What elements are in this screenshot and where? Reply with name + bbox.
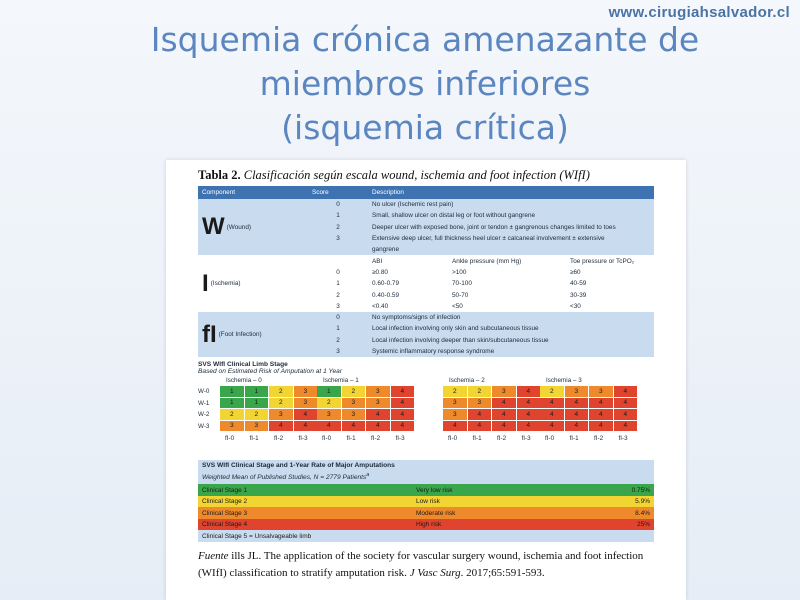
ischemia-grid-label: Ischemia – 1 <box>323 377 359 385</box>
stage-cell: 3 <box>468 398 493 410</box>
ischemia-abi: ≥0.80 <box>368 267 448 278</box>
ischemia-grid-label: Ischemia – 2 <box>449 377 485 385</box>
amputation-rate: 5.9% <box>635 498 650 506</box>
stage-cell: 4 <box>517 409 542 421</box>
fi-col-label: fI-0 <box>322 435 332 443</box>
ischemia-score: 1 <box>308 278 368 289</box>
stage-cell: 2 <box>468 386 493 398</box>
stage-cell: 4 <box>565 409 590 421</box>
source-label: Fuente <box>198 549 229 562</box>
stage-cell: 3 <box>589 386 614 398</box>
ischemia-col-abi: ABI <box>368 255 448 266</box>
ischemia-ankle: 70-100 <box>448 278 566 289</box>
ischemia-subheader-row <box>198 255 654 266</box>
amputation-rate: 8.4% <box>635 509 650 517</box>
fi-col-label: fI-3 <box>395 435 405 443</box>
stage-cell: 3 <box>492 386 517 398</box>
stage-cell: 4 <box>468 421 493 433</box>
fi-row <box>198 312 654 323</box>
stage-cell: 4 <box>565 398 590 410</box>
stage-cell: 4 <box>614 409 639 421</box>
ischemia-score: 3 <box>308 301 368 312</box>
header-description: Description <box>368 186 654 199</box>
header-score: Score <box>308 186 368 199</box>
wound-letter: W <box>202 213 225 241</box>
stage-cell: 2 <box>269 386 294 398</box>
stage-cell: 4 <box>391 409 416 421</box>
stage-cell: 3 <box>366 398 391 410</box>
ischemia-ankle: <50 <box>448 301 566 312</box>
ischemia-toe: 30-39 <box>566 289 654 300</box>
ischemia-letter: I <box>202 269 209 297</box>
ischemia-col-toe: Toe pressure or TcPO₂ <box>566 255 654 266</box>
stage-cell: 4 <box>540 421 565 433</box>
stage-cell: 1 <box>245 386 270 398</box>
stage-cell: 4 <box>517 398 542 410</box>
fi-label: (Foot Infection) <box>218 331 262 339</box>
stage-cell: 4 <box>391 421 416 433</box>
amputation-row <box>198 496 654 508</box>
ischemia-score: 2 <box>308 289 368 300</box>
wound-label: (Wound) <box>226 223 252 231</box>
amputation-row <box>198 507 654 519</box>
fi-description: Local infection involving deeper than skin/subcutaneous tissue <box>368 335 654 346</box>
stage-cell: 4 <box>614 398 639 410</box>
wound-row-label: W-2 <box>198 411 210 419</box>
stage-cell: 3 <box>443 409 468 421</box>
header-component: Component <box>198 186 308 199</box>
amputation-subtitle: Weighted Mean of Published Studies, N = 2779 Patients$^a$ <box>198 471 654 484</box>
ischemia-ankle: >100 <box>448 267 566 278</box>
stage-cell: 2 <box>220 409 245 421</box>
stage-cell: 3 <box>220 421 245 433</box>
amputation-stage: Clinical Stage 5 = Unsalvageable limb <box>202 532 312 540</box>
stage-cell: 4 <box>342 421 367 433</box>
slide-title-line: (isquemia crítica) <box>281 108 569 147</box>
wound-score: 0 <box>308 199 368 210</box>
wound-section <box>198 199 654 255</box>
fi-score: 2 <box>308 335 368 346</box>
wound-description: No ulcer (Ischemic rest pain) <box>368 199 654 210</box>
ischemia-abi: <0.40 <box>368 301 448 312</box>
wifi-table <box>198 186 654 357</box>
table-caption <box>198 168 672 183</box>
fi-score: 0 <box>308 312 368 323</box>
stage-cell: 2 <box>245 409 270 421</box>
stage-cell: 4 <box>294 421 319 433</box>
stage-cell: 4 <box>468 409 493 421</box>
wound-row-label: W-1 <box>198 399 210 407</box>
stage-cell: 4 <box>366 409 391 421</box>
fi-col-label: fI-0 <box>545 435 555 443</box>
stage-cell: 4 <box>317 421 342 433</box>
ischemia-ankle: 50-70 <box>448 289 566 300</box>
ischemia-grid-label: Ischemia – 0 <box>226 377 262 385</box>
wound-score: 3 <box>308 233 368 244</box>
amputation-rows <box>198 484 672 542</box>
fi-score: 3 <box>308 346 368 357</box>
document-image <box>166 160 686 600</box>
amputation-rate: 25% <box>636 521 650 529</box>
ischemia-score-spacer <box>308 255 368 266</box>
fi-col-label: fI-1 <box>249 435 259 443</box>
ischemia-score: 0 <box>308 267 368 278</box>
stage-cell: 4 <box>614 386 639 398</box>
fi-col-label: fI-0 <box>448 435 458 443</box>
table-header-row <box>198 186 654 199</box>
source-text: ills JL. The application of the society for vascular surgery wound, ischemia and foot infection (WIfI) classification to stratify amputation risk. <box>198 549 644 579</box>
stage-cell: 4 <box>614 421 639 433</box>
stage-cell: 1 <box>317 386 342 398</box>
stage-cell: 3 <box>366 386 391 398</box>
wound-row-label: W-3 <box>198 422 210 430</box>
amputation-row <box>198 484 654 496</box>
stage-cell: 4 <box>391 386 416 398</box>
amputation-stage: Clinical Stage 4 <box>202 521 248 529</box>
stage-cell: 4 <box>565 421 590 433</box>
stage-cell: 4 <box>492 421 517 433</box>
fi-component <box>198 312 308 357</box>
stage-cell: 1 <box>245 398 270 410</box>
ischemia-component <box>198 255 308 311</box>
ischemia-col-ankle: Ankle pressure (mm Hg) <box>448 255 566 266</box>
fi-col-label: fI-3 <box>618 435 628 443</box>
amputation-row <box>198 530 654 542</box>
source-text-end: . 2017;65:591-593. <box>460 566 545 579</box>
foot-infection-section <box>198 312 654 357</box>
stage-cell: 3 <box>269 409 294 421</box>
amputation-subtitle-text: Weighted Mean of Published Studies, N = 2779 Patients <box>202 474 367 482</box>
stage-cell: 2 <box>269 398 294 410</box>
stage-cell: 1 <box>220 398 245 410</box>
wound-component <box>198 199 308 255</box>
stage-cell: 4 <box>589 409 614 421</box>
ischemia-abi: 0.60-0.79 <box>368 278 448 289</box>
stage-grids <box>198 377 654 457</box>
amputation-row <box>198 519 654 531</box>
stage-cell: 4 <box>366 421 391 433</box>
wound-row-label: W-0 <box>198 388 210 396</box>
table-caption-number: Tabla 2. <box>198 168 241 182</box>
amputation-stage: Clinical Stage 3 <box>202 509 248 517</box>
ischemia-toe: <30 <box>566 301 654 312</box>
stage-cell: 3 <box>245 421 270 433</box>
ischemia-grid-label: Ischemia – 3 <box>546 377 582 385</box>
fi-col-label: fI-1 <box>569 435 579 443</box>
fi-description: Local infection involving only skin and subcutaneous tissue <box>368 323 654 334</box>
ischemia-section <box>198 255 654 311</box>
stage-cell: 2 <box>342 386 367 398</box>
stage-cell: 4 <box>589 421 614 433</box>
table-caption-text: Clasificación según escala wound, ischemia and foot infection (WIfI) <box>243 168 590 182</box>
stage-cell: 4 <box>540 409 565 421</box>
stage-cell: 3 <box>443 398 468 410</box>
ischemia-toe: ≥60 <box>566 267 654 278</box>
fi-col-label: fI-3 <box>521 435 531 443</box>
fi-col-label: fI-2 <box>594 435 604 443</box>
wound-score: 1 <box>308 210 368 221</box>
fi-col-label: fI-1 <box>472 435 482 443</box>
stage-cell: 3 <box>565 386 590 398</box>
wound-score: 2 <box>308 222 368 233</box>
stage-cell: 3 <box>317 409 342 421</box>
fi-col-label: fI-2 <box>497 435 507 443</box>
amputation-stage: Clinical Stage 2 <box>202 498 248 506</box>
ischemia-abi: 0.40-0.59 <box>368 289 448 300</box>
slide-title <box>0 18 800 150</box>
fi-description: Systemic inflammatory response syndrome <box>368 346 654 357</box>
wound-description: gangrene <box>368 244 654 255</box>
source-journal: J Vasc Surg <box>409 566 461 579</box>
wound-row <box>198 199 654 210</box>
stage-subtitle: Based on Estimated Risk of Amputation at 1 Year <box>198 368 343 376</box>
wound-score <box>308 244 368 255</box>
stage-title: SVS WIfI Clinical Limb Stage <box>198 361 288 369</box>
fi-col-label: fI-2 <box>371 435 381 443</box>
stage-cell: 4 <box>517 421 542 433</box>
amputation-risk: Low risk <box>416 498 440 506</box>
stage-cell: 2 <box>540 386 565 398</box>
wound-description: Small, shallow ulcer on distal leg or foot without gangrene <box>368 210 654 221</box>
stage-cell: 3 <box>342 409 367 421</box>
amputation-risk: Moderate risk <box>416 509 456 517</box>
stage-cell: 4 <box>589 398 614 410</box>
ischemia-toe: 40-59 <box>566 278 654 289</box>
wound-description: Extensive deep ulcer, full thickness heel ulcer ± calcaneal involvement ± extensive <box>368 233 654 244</box>
wound-description: Deeper ulcer with exposed bone, joint or tendon ± gangrenous changes limited to toes <box>368 222 654 233</box>
amputation-risk: Very low risk <box>416 486 453 494</box>
stage-cell: 4 <box>269 421 294 433</box>
fi-description: No symptoms/signs of infection <box>368 312 654 323</box>
slide-title-line: miembros inferiores <box>259 64 591 103</box>
stage-cell: 1 <box>220 386 245 398</box>
slide-title-line: Isquemia crónica amenazante de <box>150 20 700 59</box>
stage-cell: 3 <box>342 398 367 410</box>
amputation-risk: High risk <box>416 521 442 529</box>
fi-col-label: fI-0 <box>225 435 235 443</box>
stage-cell: 4 <box>391 398 416 410</box>
amputation-title: SVS WIfI Clinical Stage and 1-Year Rate of Major Amputations <box>198 460 654 471</box>
fi-col-label: fI-1 <box>346 435 356 443</box>
stage-cell: 2 <box>317 398 342 410</box>
stage-cell: 2 <box>443 386 468 398</box>
stage-cell: 4 <box>443 421 468 433</box>
stage-cell: 4 <box>540 398 565 410</box>
amputation-rate: 0.75% <box>631 486 650 494</box>
stage-cell: 3 <box>294 386 319 398</box>
fi-col-label: fI-3 <box>298 435 308 443</box>
fi-col-label: fI-2 <box>274 435 284 443</box>
stage-cell: 4 <box>492 409 517 421</box>
stage-cell: 4 <box>492 398 517 410</box>
stage-cell: 4 <box>294 409 319 421</box>
stage-cell: 4 <box>517 386 542 398</box>
source-citation <box>198 548 668 582</box>
amputation-stage: Clinical Stage 1 <box>202 486 248 494</box>
site-url: www.cirugiahsalvador.cl <box>608 4 790 21</box>
ischemia-label: (Ischemia) <box>210 280 241 288</box>
fi-score: 1 <box>308 323 368 334</box>
fi-letter: fI <box>202 320 217 348</box>
stage-cell: 3 <box>294 398 319 410</box>
